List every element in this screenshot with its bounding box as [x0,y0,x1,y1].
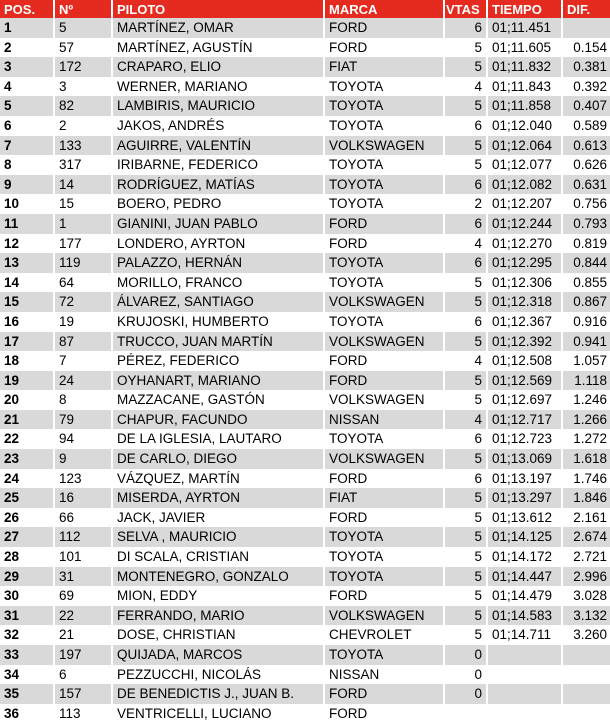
cell-vtas: 5 [445,57,488,77]
cell-tiempo: 01;13.612 [488,508,563,528]
cell-tiempo: 01;12.367 [488,312,563,332]
cell-vtas: 6 [445,214,488,234]
cell-num: 57 [55,38,113,58]
cell-marca: TOYOTA [325,194,445,214]
cell-dif: 1.246 [563,390,610,410]
cell-dif: 1.272 [563,429,610,449]
table-row [0,449,610,469]
cell-num: 7 [55,351,113,371]
cell-dif: 0.407 [563,96,610,116]
cell-dif: 0.844 [563,253,610,273]
table-row [0,57,610,77]
cell-marca: FORD [325,586,445,606]
cell-marca: CHEVROLET [325,625,445,645]
cell-tiempo [488,665,563,685]
cell-tiempo: 01;12.392 [488,332,563,352]
cell-piloto: DE BENEDICTIS J., JUAN B. [113,684,325,704]
cell-num: 101 [55,547,113,567]
cell-tiempo [488,704,563,723]
cell-marca: TOYOTA [325,273,445,293]
cell-vtas: 6 [445,175,488,195]
cell-vtas: 4 [445,410,488,430]
cell-dif: 3.260 [563,625,610,645]
cell-pos: 24 [0,469,55,489]
cell-pos: 6 [0,116,55,136]
cell-num: 87 [55,332,113,352]
table-row [0,665,610,685]
cell-marca: TOYOTA [325,547,445,567]
cell-piloto: CRAPARO, ELIO [113,57,325,77]
cell-pos: 20 [0,390,55,410]
cell-tiempo: 01;14.172 [488,547,563,567]
cell-pos: 22 [0,429,55,449]
cell-dif: 1.266 [563,410,610,430]
cell-num: 197 [55,645,113,665]
cell-num: 15 [55,194,113,214]
header-num: Nº [55,0,113,18]
cell-pos: 23 [0,449,55,469]
cell-tiempo: 01;13.297 [488,488,563,508]
cell-marca: TOYOTA [325,429,445,449]
cell-num: 19 [55,312,113,332]
cell-piloto: DI SCALA, CRISTIAN [113,547,325,567]
cell-num: 157 [55,684,113,704]
cell-pos: 8 [0,155,55,175]
cell-vtas: 0 [445,645,488,665]
cell-piloto: MAZZACANE, GASTÓN [113,390,325,410]
cell-vtas: 5 [445,96,488,116]
cell-piloto: ÁLVAREZ, SANTIAGO [113,292,325,312]
cell-piloto: MONTENEGRO, GONZALO [113,567,325,587]
cell-num: 172 [55,57,113,77]
cell-num: 64 [55,273,113,293]
cell-piloto: MARTÍNEZ, AGUSTÍN [113,38,325,58]
cell-tiempo: 01;12.717 [488,410,563,430]
cell-dif: 0.381 [563,57,610,77]
cell-vtas: 5 [445,390,488,410]
cell-tiempo: 01;12.569 [488,371,563,391]
cell-vtas: 5 [445,38,488,58]
cell-num: 66 [55,508,113,528]
table-row [0,116,610,136]
cell-num: 2 [55,116,113,136]
cell-vtas: 6 [445,18,488,38]
cell-vtas: 4 [445,77,488,97]
table-row [0,292,610,312]
cell-tiempo: 01;12.040 [488,116,563,136]
table-row [0,684,610,704]
cell-dif: 0.756 [563,194,610,214]
cell-piloto: CHAPUR, FACUNDO [113,410,325,430]
table-row [0,390,610,410]
cell-vtas: 5 [445,625,488,645]
cell-pos: 36 [0,704,55,723]
cell-vtas: 5 [445,508,488,528]
cell-tiempo: 01;14.447 [488,567,563,587]
cell-marca: VOLKSWAGEN [325,332,445,352]
cell-vtas: 6 [445,253,488,273]
cell-num: 82 [55,96,113,116]
cell-pos: 4 [0,77,55,97]
header-tiempo: TIEMPO [488,0,563,18]
cell-dif [563,665,610,685]
table-row [0,155,610,175]
cell-pos: 11 [0,214,55,234]
header-dif: DIF. [563,0,610,18]
cell-dif: 0.154 [563,38,610,58]
table-row [0,469,610,489]
cell-pos: 25 [0,488,55,508]
cell-dif [563,704,610,723]
cell-marca: FORD [325,38,445,58]
cell-tiempo: 01;12.295 [488,253,563,273]
cell-piloto: GIANINI, JUAN PABLO [113,214,325,234]
cell-piloto: JAKOS, ANDRÉS [113,116,325,136]
cell-num: 6 [55,665,113,685]
table-row [0,214,610,234]
cell-pos: 17 [0,332,55,352]
table-row [0,547,610,567]
cell-dif: 1.057 [563,351,610,371]
cell-piloto: DE CARLO, DIEGO [113,449,325,469]
cell-num: 5 [55,18,113,38]
cell-piloto: MORILLO, FRANCO [113,273,325,293]
cell-dif: 2.161 [563,508,610,528]
table-row [0,488,610,508]
cell-pos: 9 [0,175,55,195]
cell-num: 31 [55,567,113,587]
cell-dif: 0.855 [563,273,610,293]
cell-piloto: MION, EDDY [113,586,325,606]
results-body [0,18,610,723]
cell-tiempo: 01;11.858 [488,96,563,116]
cell-piloto: RODRÍGUEZ, MATÍAS [113,175,325,195]
cell-dif [563,18,610,38]
table-row [0,18,610,38]
cell-vtas: 5 [445,606,488,626]
cell-vtas: 4 [445,351,488,371]
cell-pos: 27 [0,527,55,547]
cell-marca: FIAT [325,57,445,77]
cell-num: 69 [55,586,113,606]
cell-dif: 0.941 [563,332,610,352]
cell-num: 22 [55,606,113,626]
cell-vtas: 4 [445,234,488,254]
cell-num: 14 [55,175,113,195]
cell-vtas: 5 [445,567,488,587]
cell-tiempo: 01;14.583 [488,606,563,626]
cell-pos: 5 [0,96,55,116]
cell-marca: TOYOTA [325,645,445,665]
cell-tiempo: 01;13.069 [488,449,563,469]
cell-marca: TOYOTA [325,155,445,175]
cell-vtas: 5 [445,371,488,391]
cell-pos: 15 [0,292,55,312]
cell-num: 119 [55,253,113,273]
cell-tiempo: 01;12.697 [488,390,563,410]
cell-vtas: 5 [445,292,488,312]
table-row [0,586,610,606]
header-piloto: PILOTO [113,0,325,18]
cell-tiempo: 01;12.244 [488,214,563,234]
table-row [0,312,610,332]
cell-dif [563,645,610,665]
header-marca: MARCA [325,0,445,18]
cell-pos: 2 [0,38,55,58]
cell-vtas: 2 [445,194,488,214]
table-row [0,527,610,547]
cell-pos: 26 [0,508,55,528]
cell-tiempo: 01;14.125 [488,527,563,547]
cell-marca: VOLKSWAGEN [325,606,445,626]
table-row [0,704,610,723]
header-vtas: VTAS [445,0,488,18]
cell-dif: 0.626 [563,155,610,175]
cell-pos: 35 [0,684,55,704]
cell-pos: 31 [0,606,55,626]
cell-pos: 1 [0,18,55,38]
cell-tiempo: 01;11.451 [488,18,563,38]
table-row [0,38,610,58]
cell-dif: 3.132 [563,606,610,626]
cell-piloto: FERRANDO, MARIO [113,606,325,626]
cell-tiempo: 01;13.197 [488,469,563,489]
cell-marca: FIAT [325,488,445,508]
cell-marca: FORD [325,684,445,704]
cell-num: 72 [55,292,113,312]
cell-piloto: SELVA , MAURICIO [113,527,325,547]
cell-vtas: 6 [445,469,488,489]
cell-pos: 13 [0,253,55,273]
cell-pos: 18 [0,351,55,371]
cell-tiempo: 01;11.843 [488,77,563,97]
table-row [0,273,610,293]
cell-piloto: PEZZUCCHI, NICOLÁS [113,665,325,685]
table-row [0,351,610,371]
cell-tiempo: 01;12.306 [488,273,563,293]
cell-dif: 2.721 [563,547,610,567]
cell-marca: TOYOTA [325,116,445,136]
cell-marca: FORD [325,704,445,723]
cell-piloto: PÉREZ, FEDERICO [113,351,325,371]
cell-dif: 1.118 [563,371,610,391]
cell-tiempo: 01;11.832 [488,57,563,77]
cell-vtas: 5 [445,586,488,606]
table-row [0,645,610,665]
cell-marca: NISSAN [325,665,445,685]
cell-dif: 0.867 [563,292,610,312]
cell-num: 113 [55,704,113,723]
cell-num: 317 [55,155,113,175]
cell-tiempo: 01;12.270 [488,234,563,254]
cell-pos: 7 [0,136,55,156]
cell-dif: 2.674 [563,527,610,547]
header-pos: POS. [0,0,55,18]
cell-num: 177 [55,234,113,254]
cell-dif: 0.631 [563,175,610,195]
cell-marca: TOYOTA [325,312,445,332]
cell-num: 79 [55,410,113,430]
cell-tiempo: 01;12.082 [488,175,563,195]
cell-marca: NISSAN [325,410,445,430]
table-row [0,567,610,587]
cell-tiempo: 01;12.207 [488,194,563,214]
cell-piloto: PALAZZO, HERNÁN [113,253,325,273]
cell-vtas: 5 [445,155,488,175]
cell-vtas: 5 [445,332,488,352]
cell-vtas: 5 [445,488,488,508]
cell-marca: TOYOTA [325,527,445,547]
cell-dif: 0.793 [563,214,610,234]
cell-num: 1 [55,214,113,234]
table-row [0,253,610,273]
cell-tiempo: 01;14.479 [488,586,563,606]
cell-num: 3 [55,77,113,97]
cell-num: 123 [55,469,113,489]
cell-tiempo [488,684,563,704]
cell-pos: 28 [0,547,55,567]
table-row [0,625,610,645]
cell-tiempo: 01;12.318 [488,292,563,312]
cell-piloto: WERNER, MARIANO [113,77,325,97]
cell-marca: FORD [325,469,445,489]
cell-num: 133 [55,136,113,156]
cell-pos: 21 [0,410,55,430]
cell-piloto: MARTÍNEZ, OMAR [113,18,325,38]
cell-dif: 0.392 [563,77,610,97]
table-row [0,136,610,156]
cell-piloto: LONDERO, AYRTON [113,234,325,254]
cell-pos: 32 [0,625,55,645]
cell-piloto: VENTRICELLI, LUCIANO [113,704,325,723]
cell-marca: TOYOTA [325,253,445,273]
cell-dif: 3.028 [563,586,610,606]
table-row [0,508,610,528]
cell-piloto: KRUJOSKI, HUMBERTO [113,312,325,332]
cell-tiempo: 01;12.064 [488,136,563,156]
cell-pos: 14 [0,273,55,293]
cell-tiempo: 01;12.077 [488,155,563,175]
cell-marca: FORD [325,351,445,371]
cell-piloto: QUIJADA, MARCOS [113,645,325,665]
cell-num: 8 [55,390,113,410]
cell-vtas: 5 [445,547,488,567]
cell-marca: TOYOTA [325,175,445,195]
cell-marca: VOLKSWAGEN [325,449,445,469]
cell-num: 9 [55,449,113,469]
cell-marca: FORD [325,18,445,38]
cell-piloto: BOERO, PEDRO [113,194,325,214]
table-row [0,410,610,430]
cell-piloto: MISERDA, AYRTON [113,488,325,508]
table-row [0,194,610,214]
cell-dif: 1.746 [563,469,610,489]
cell-tiempo: 01;12.723 [488,429,563,449]
cell-piloto: IRIBARNE, FEDERICO [113,155,325,175]
cell-pos: 12 [0,234,55,254]
cell-piloto: OYHANART, MARIANO [113,371,325,391]
cell-pos: 19 [0,371,55,391]
cell-marca: VOLKSWAGEN [325,136,445,156]
cell-vtas: 0 [445,665,488,685]
cell-dif: 1.618 [563,449,610,469]
cell-tiempo: 01;14.711 [488,625,563,645]
cell-marca: FORD [325,508,445,528]
table-row [0,234,610,254]
cell-dif: 0.613 [563,136,610,156]
table-row [0,96,610,116]
cell-piloto: DOSE, CHRISTIAN [113,625,325,645]
cell-dif [563,684,610,704]
cell-dif: 0.916 [563,312,610,332]
cell-tiempo: 01;11.605 [488,38,563,58]
cell-piloto: DE LA IGLESIA, LAUTARO [113,429,325,449]
cell-piloto: TRUCCO, JUAN MARTÍN [113,332,325,352]
cell-vtas: 5 [445,449,488,469]
cell-pos: 34 [0,665,55,685]
table-row [0,429,610,449]
cell-piloto: AGUIRRE, VALENTÍN [113,136,325,156]
cell-vtas [445,704,488,723]
table-row [0,606,610,626]
cell-vtas: 6 [445,116,488,136]
cell-marca: TOYOTA [325,567,445,587]
cell-dif: 0.589 [563,116,610,136]
cell-pos: 16 [0,312,55,332]
cell-vtas: 5 [445,527,488,547]
cell-dif: 2.996 [563,567,610,587]
cell-piloto: JACK, JAVIER [113,508,325,528]
cell-marca: FORD [325,234,445,254]
cell-dif: 0.819 [563,234,610,254]
cell-num: 112 [55,527,113,547]
cell-vtas: 5 [445,273,488,293]
table-row [0,371,610,391]
cell-tiempo [488,645,563,665]
cell-marca: VOLKSWAGEN [325,390,445,410]
table-row [0,332,610,352]
cell-marca: VOLKSWAGEN [325,292,445,312]
cell-vtas: 5 [445,136,488,156]
cell-vtas: 6 [445,312,488,332]
cell-piloto: VÁZQUEZ, MARTÍN [113,469,325,489]
table-row [0,175,610,195]
cell-vtas: 6 [445,429,488,449]
cell-pos: 3 [0,57,55,77]
cell-marca: TOYOTA [325,77,445,97]
cell-marca: TOYOTA [325,96,445,116]
cell-pos: 10 [0,194,55,214]
cell-piloto: LAMBIRIS, MAURICIO [113,96,325,116]
table-row [0,77,610,97]
cell-tiempo: 01;12.508 [488,351,563,371]
cell-num: 94 [55,429,113,449]
cell-num: 16 [55,488,113,508]
cell-pos: 29 [0,567,55,587]
cell-pos: 33 [0,645,55,665]
cell-num: 24 [55,371,113,391]
header-row [0,0,610,18]
cell-vtas: 0 [445,684,488,704]
cell-marca: FORD [325,214,445,234]
cell-num: 21 [55,625,113,645]
cell-marca: FORD [325,371,445,391]
cell-dif: 1.846 [563,488,610,508]
cell-pos: 30 [0,586,55,606]
